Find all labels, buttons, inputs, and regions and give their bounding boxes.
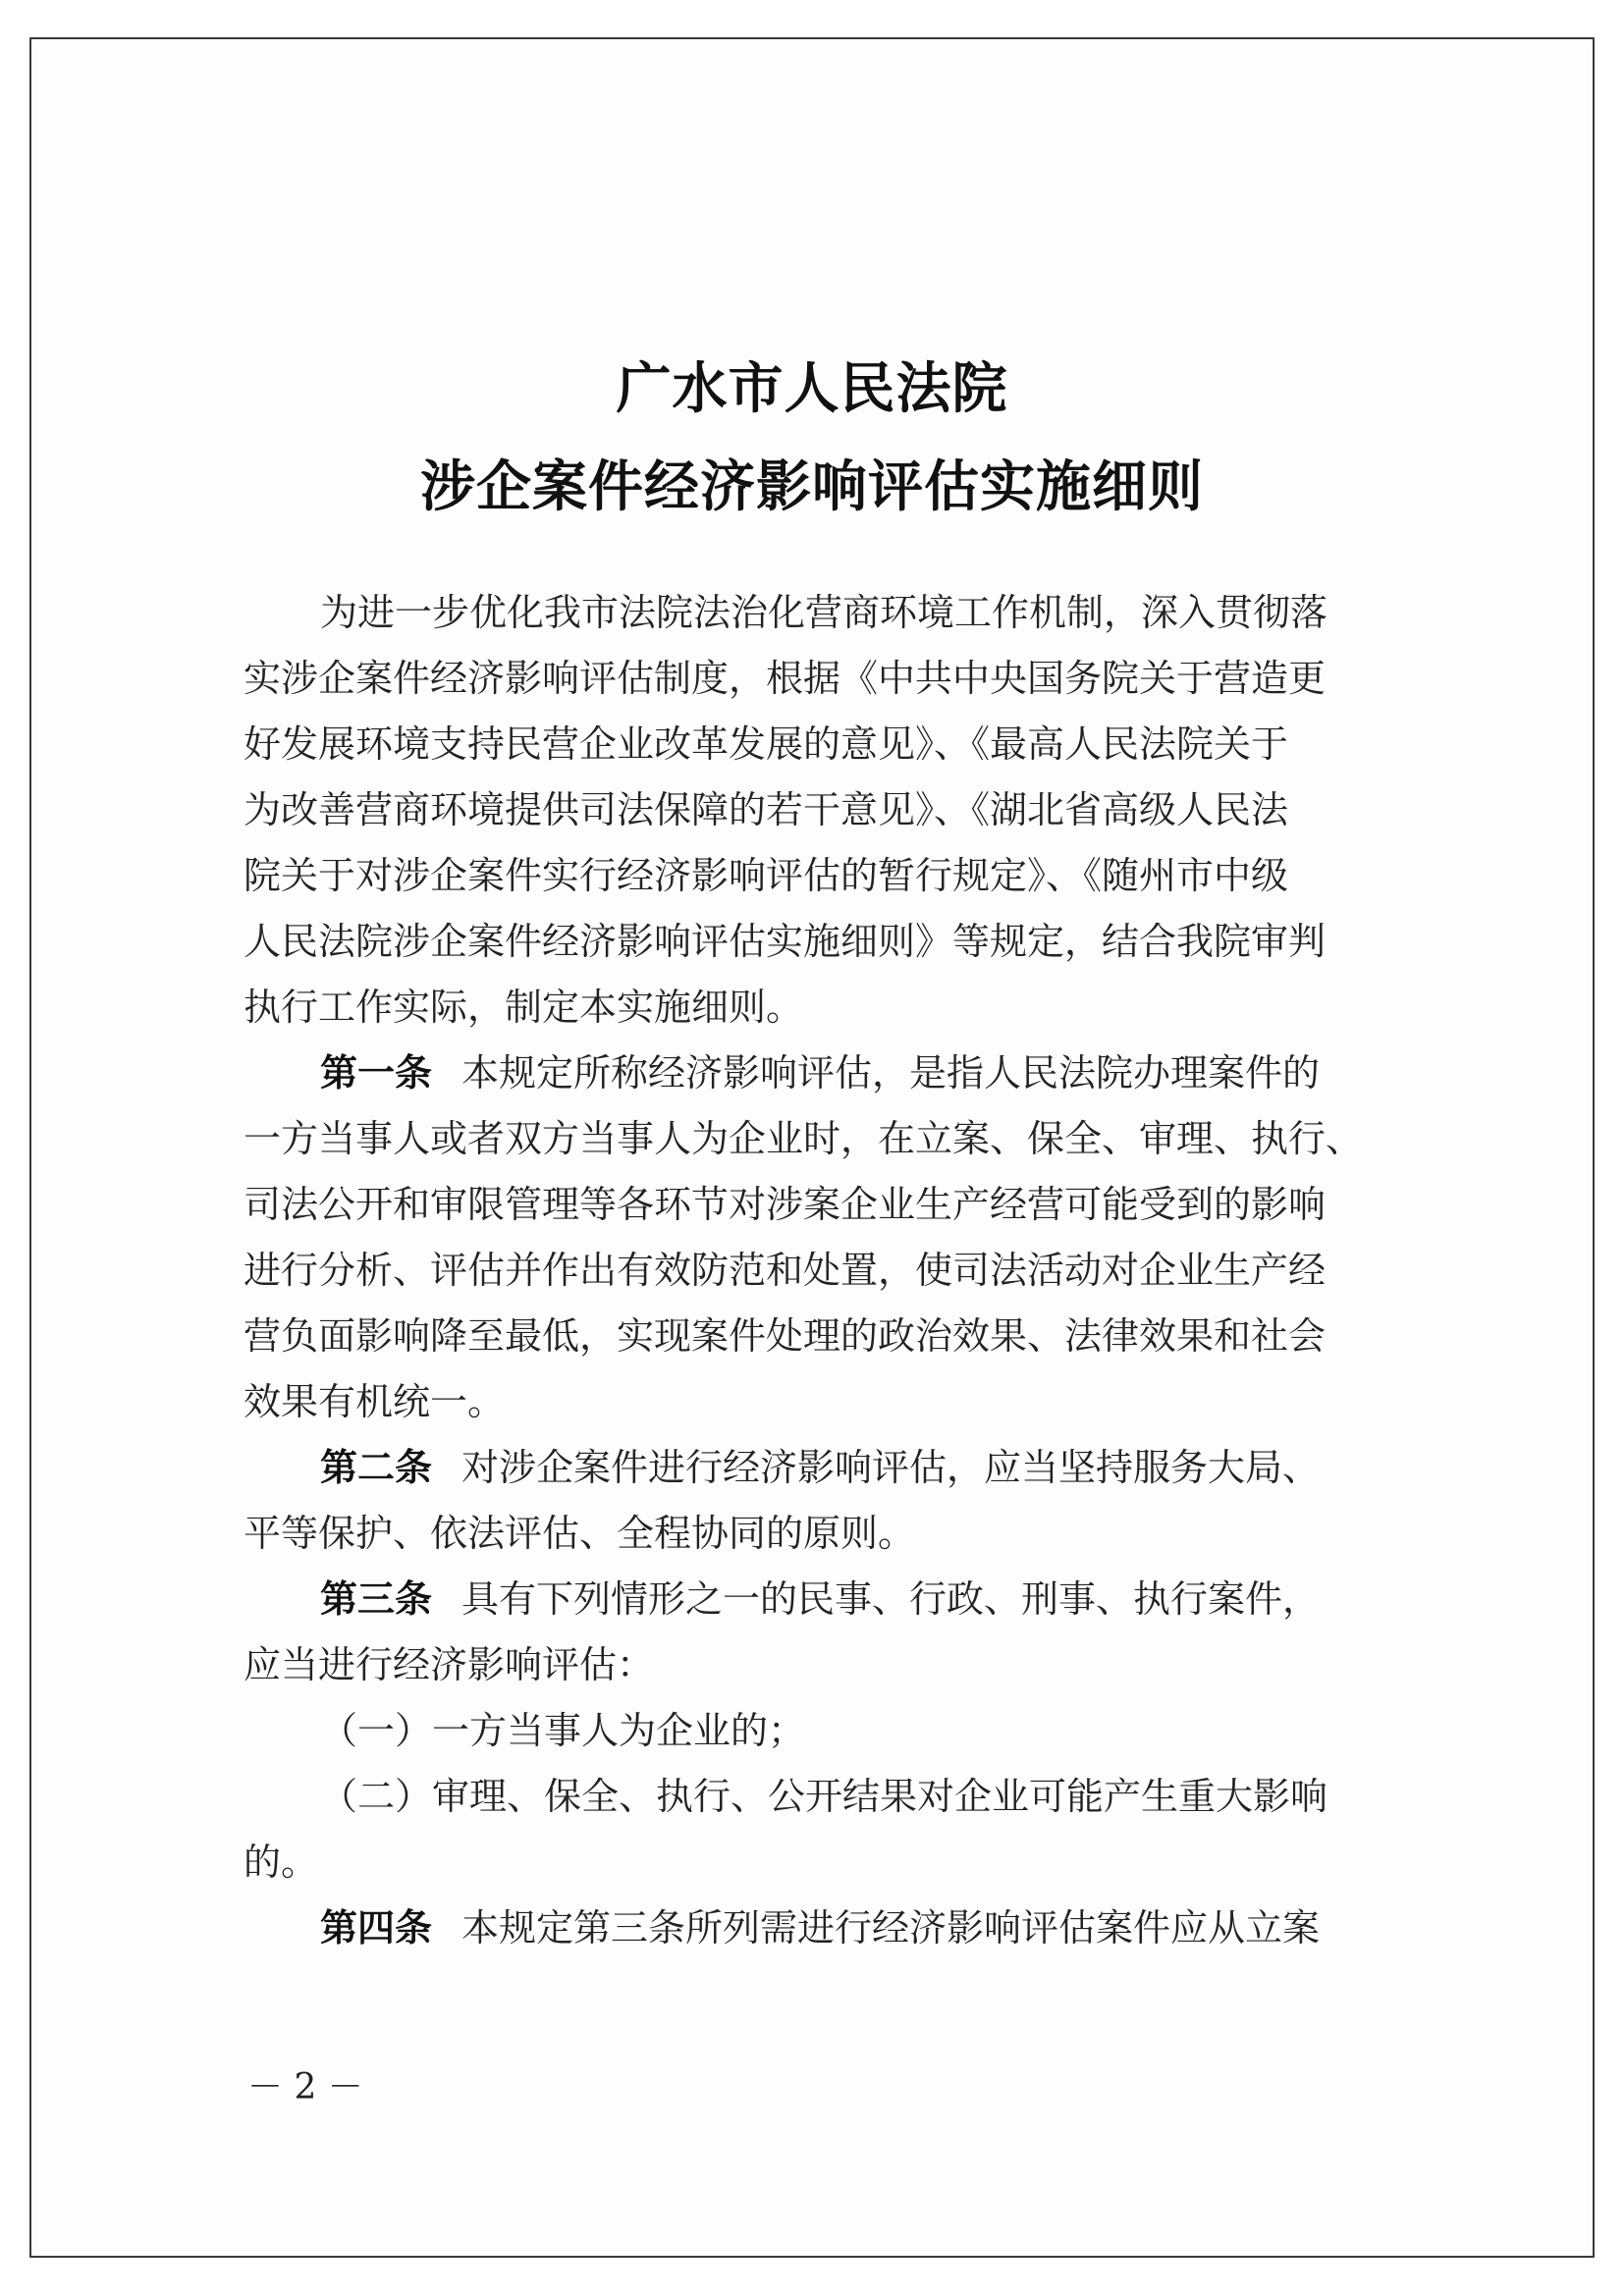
document-title-line2: 涉企案件经济影响评估实施细则	[420, 454, 1204, 519]
preamble-line: 为改善营商环境提供司法保障的若干意见》、《湖北省高级人民法	[244, 788, 1289, 831]
article-1-line: 效果有机统一。	[244, 1380, 506, 1423]
preamble-line: 院关于对涉企案件实行经济影响评估的暂行规定》、《随州市中级	[244, 854, 1289, 897]
article-1-first-line	[320, 1049, 1402, 1096]
page-number: － 2 －	[247, 2067, 363, 2108]
article-3-item-1: （一）一方当事人为企业的；	[320, 1709, 806, 1752]
article-1-text: 本规定所称经济影响评估，是指人民法院办理案件的	[461, 1051, 1321, 1095]
article-3-item-2-continued: 的。	[244, 1841, 319, 1884]
article-2-text: 对涉企案件进行经济影响评估，应当坚持服务大局、	[461, 1446, 1321, 1489]
article-1-line: 司法公开和审限管理等各环节对涉案企业生产经营可能受到的影响	[244, 1183, 1326, 1226]
article-3-item-2: （二）审理、保全、执行、公开结果对企业可能产生重大影响	[320, 1775, 1328, 1818]
article-1-heading: 第一条	[320, 1050, 433, 1095]
article-3-line: 应当进行经济影响评估：	[244, 1643, 655, 1686]
article-2-first-line	[320, 1444, 1402, 1491]
preamble-line: 好发展环境支持民营企业改革发展的意见》、《最高人民法院关于	[244, 722, 1289, 766]
article-2-heading: 第二条	[320, 1445, 433, 1489]
article-4-text: 本规定第三条所列需进行经济影响评估案件应从立案	[461, 1906, 1321, 1949]
article-3-text: 具有下列情形之一的民事、行政、刑事、执行案件，	[461, 1577, 1321, 1621]
preamble-line: 实涉企案件经济影响评估制度，根据《中共中央国务院关于营造更	[244, 657, 1326, 700]
article-3-heading: 第三条	[320, 1576, 433, 1621]
preamble-line: 执行工作实际，制定本实施细则。	[244, 986, 804, 1029]
preamble-line: 为进一步优化我市法院法治化营商环境工作机制，深入贯彻落	[320, 591, 1328, 634]
article-1-line: 营负面影响降至最低，实现案件处理的政治效果、法律效果和社会	[244, 1314, 1326, 1358]
article-1-line: 进行分析、评估并作出有效防范和处置，使司法活动对企业生产经	[244, 1249, 1326, 1292]
article-2-line: 平等保护、依法评估、全程协同的原则。	[244, 1512, 916, 1555]
article-4-heading: 第四条	[320, 1905, 433, 1949]
preamble-line: 人民法院涉企案件经济影响评估实施细则》等规定，结合我院审判	[244, 920, 1326, 963]
article-4-first-line	[320, 1904, 1402, 1951]
article-3-first-line	[320, 1575, 1402, 1623]
article-1-line: 一方当事人或者双方当事人为企业时，在立案、保全、审理、执行、	[244, 1117, 1364, 1160]
document-title-line1: 广水市人民法院	[616, 356, 1008, 421]
